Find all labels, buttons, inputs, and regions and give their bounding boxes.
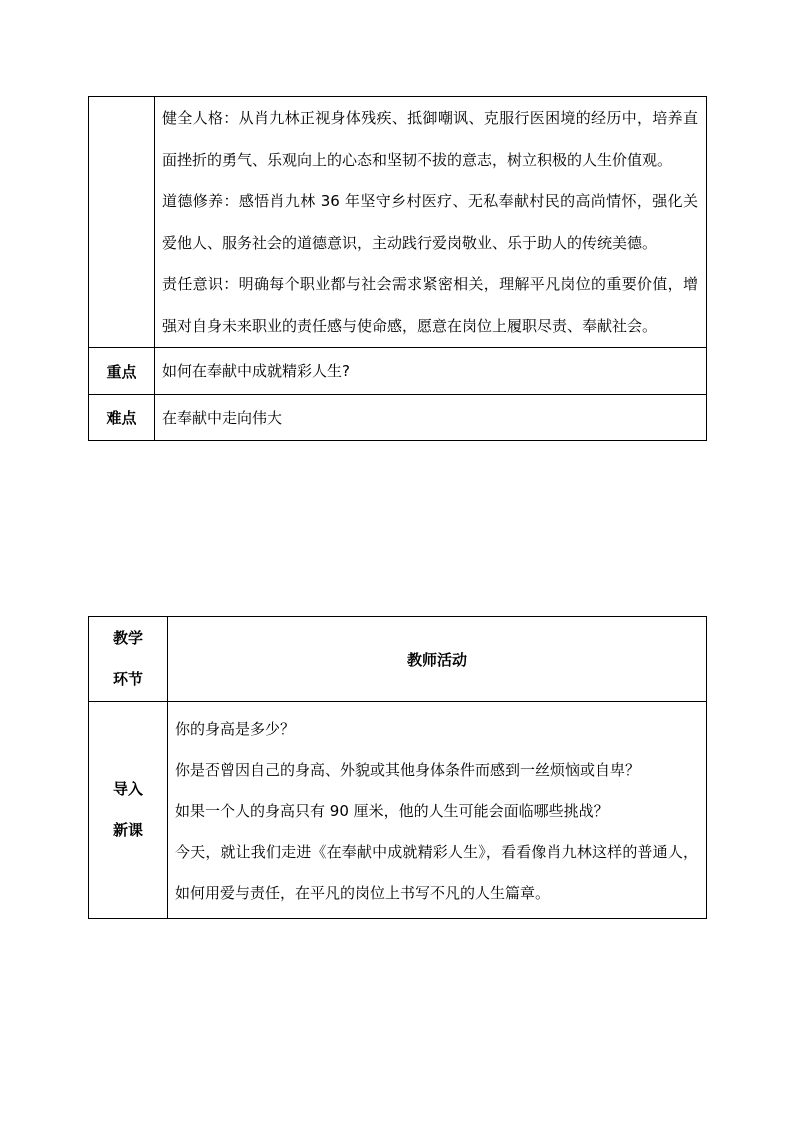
intro-stage-line-2: 新课 [112, 821, 143, 839]
difficulty-text: 在奉献中走向伟大 [155, 395, 707, 441]
intro-question-trouble: 你是否曾因自己的身高、外貌或其他身体条件而感到一丝烦恼或自卑？ [175, 761, 641, 779]
objective-personality: 健全人格：从肖九林正视身体残疾、抵御嘲讽、克服行医困境的经历中，培养直面挫折的勇气、乐观向上的心态和坚韧不拔的意志，树立积极的人生价值观。 [162, 109, 698, 169]
key-point-text: 如何在奉献中成就精彩人生? [155, 348, 707, 395]
objectives-label-cell [89, 97, 155, 348]
stage-header [89, 617, 168, 702]
key-point-row [89, 348, 707, 395]
activity-header-text: 教师活动 [406, 650, 467, 669]
intro-question-height: 你的身高是多少？ [175, 720, 296, 738]
key-point-label: 重点 [89, 348, 155, 395]
objective-responsibility: 责任意识：明确每个职业都与社会需求紧密相关，理解平凡岗位的重要价值，增强对自身未来职业的责任感与使命感，愿意在岗位上履职尽责、奉献社会。 [162, 275, 698, 335]
objectives-table [88, 96, 707, 441]
intro-row [89, 702, 707, 919]
difficulty-row [89, 395, 707, 441]
intro-activity-cell [168, 702, 707, 919]
difficulty-label: 难点 [89, 395, 155, 441]
objectives-cell [155, 97, 707, 348]
objective-morality: 道德修养：感悟肖九林 36 年坚守乡村医疗、无私奉献村民的高尚情怀，强化关爱他人、服务社会的道德意识，主动践行爱岗敬业、乐于助人的传统美德。 [162, 192, 698, 252]
intro-stage-line-1: 导入 [112, 780, 143, 798]
stage-header-line-1: 教学 [112, 629, 143, 647]
header-row [89, 617, 707, 702]
stage-header-line-2: 环节 [112, 670, 143, 688]
objectives-row [89, 97, 707, 348]
activity-header [168, 617, 707, 702]
intro-question-challenge: 如果一个人的身高只有 90 厘米，他的人生可能会面临哪些挑战？ [175, 802, 609, 820]
teaching-process-table [88, 616, 707, 919]
intro-lead-in: 今天，就让我们走进《在奉献中成就精彩人生》，看看像肖九林这样的普通人，如何用爱与责任，在平凡的岗位上书写不凡的人生篇章。 [175, 843, 698, 902]
intro-stage-label [89, 702, 168, 919]
